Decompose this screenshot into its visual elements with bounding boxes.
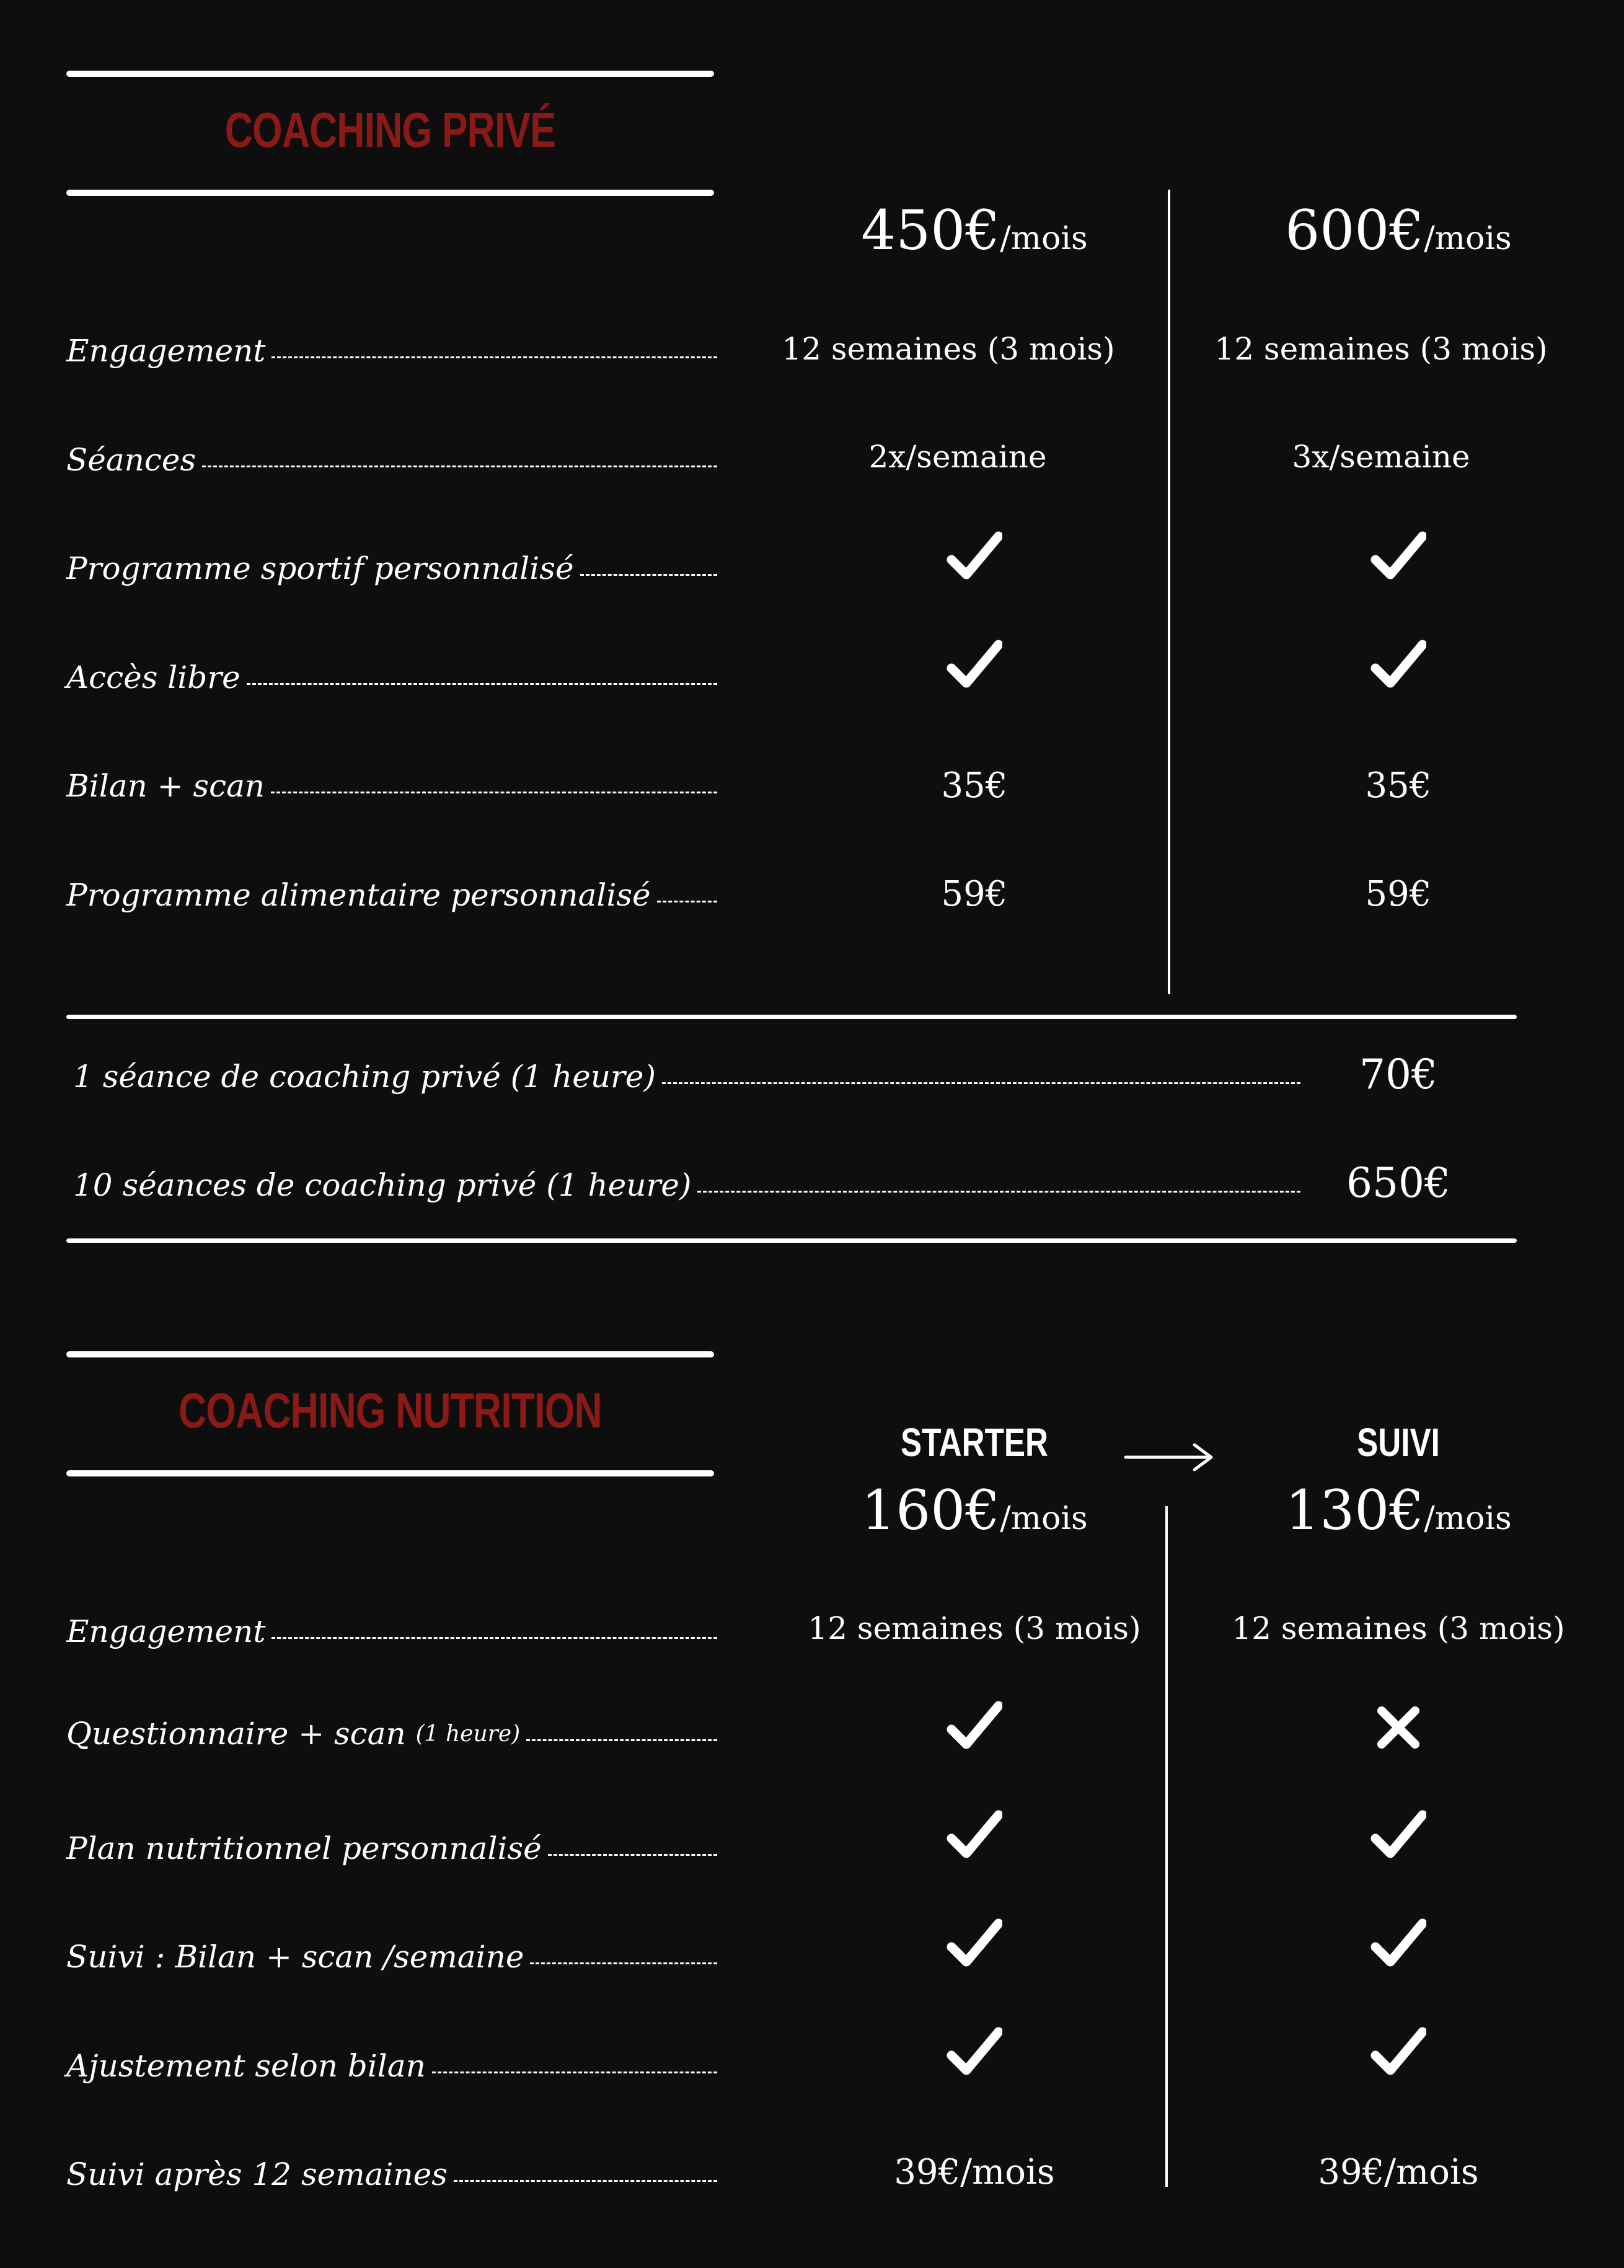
nutrition-row-label: Suivi après 12 semaines xyxy=(66,2150,717,2199)
session-row-label: 10 séances de coaching privé (1 heure) xyxy=(73,1160,1300,1210)
check-icon xyxy=(757,1917,1191,1973)
check-icon xyxy=(757,1809,1191,1864)
nutrition-row-1-col-1: 12 semaines (3 mois) xyxy=(808,1610,1141,1646)
starter-plan-name: STARTER xyxy=(901,1420,1048,1465)
session-2-price: 650€ xyxy=(1346,1159,1450,1207)
check-icon xyxy=(1181,530,1615,586)
prive-row-2-col-2: 3x/semaine xyxy=(1292,439,1470,475)
cross-icon xyxy=(1181,1706,1615,1749)
nutrition-row-label: Suivi : Bilan + scan /semaine xyxy=(66,1932,717,1982)
nutrition-section-title: COACHING NUTRITION xyxy=(179,1383,602,1438)
starter-plan-price: 160€/mois xyxy=(861,1478,1088,1542)
nutrition-title-bottom-rule xyxy=(66,1470,714,1476)
check-icon xyxy=(757,638,1191,694)
check-icon xyxy=(1181,1917,1615,1973)
prive-plan-1-price: 450€/mois xyxy=(861,198,1088,262)
prive-plan-2-price: 600€/mois xyxy=(1285,198,1512,262)
check-icon xyxy=(1181,2026,1615,2081)
nutrition-title-top-rule xyxy=(66,1351,714,1357)
prive-row-label: Programme alimentaire personnalisé xyxy=(66,870,717,920)
prive-row-label: Séances xyxy=(66,435,717,485)
arrow-right-icon xyxy=(1123,1442,1216,1475)
check-icon xyxy=(1181,638,1615,694)
nutrition-row-label: Plan nutritionnel personnalisé xyxy=(66,1824,717,1873)
suivi-plan-name: SUIVI xyxy=(1357,1420,1440,1465)
nutrition-row-6-col-2: 39€/mois xyxy=(1318,2152,1479,2192)
suivi-plan-price: 130€/mois xyxy=(1285,1478,1512,1542)
prive-row-label: Engagement xyxy=(66,326,717,376)
check-icon xyxy=(757,530,1191,586)
nutrition-row-label: Ajustement selon bilan xyxy=(66,2041,717,2091)
sessions-top-rule xyxy=(66,1015,1517,1019)
prive-row-label: Bilan + scan xyxy=(66,761,717,811)
prive-row-1-col-2: 12 semaines (3 mois) xyxy=(1214,331,1548,367)
nutrition-row-6-col-1: 39€/mois xyxy=(894,2152,1055,2192)
prive-title-bottom-rule xyxy=(66,190,714,196)
check-icon xyxy=(1181,1809,1615,1864)
prive-row-2-col-1: 2x/semaine xyxy=(868,439,1047,475)
prive-row-1-col-1: 12 semaines (3 mois) xyxy=(782,331,1115,367)
prive-row-label: Programme sportif personnalisé xyxy=(66,544,717,593)
prive-title-top-rule xyxy=(66,71,714,77)
session-row-label: 1 séance de coaching privé (1 heure) xyxy=(73,1052,1300,1101)
prive-section-title: COACHING PRIVÉ xyxy=(224,102,556,157)
prive-row-label: Accès libre xyxy=(66,653,717,702)
check-icon xyxy=(757,1700,1191,1755)
check-icon xyxy=(757,2026,1191,2081)
nutrition-row-1-col-2: 12 semaines (3 mois) xyxy=(1232,1610,1565,1646)
prive-row-5-col-1: 35€ xyxy=(941,766,1008,806)
nutrition-row-label: Questionnaire + scan (1 heure) xyxy=(66,1709,717,1758)
prive-row-6-col-2: 59€ xyxy=(1365,874,1432,914)
prive-row-6-col-1: 59€ xyxy=(941,874,1008,914)
session-1-price: 70€ xyxy=(1359,1051,1437,1098)
prive-row-5-col-2: 35€ xyxy=(1365,766,1432,806)
sessions-bottom-rule xyxy=(66,1238,1517,1243)
nutrition-row-label: Engagement xyxy=(66,1607,717,1656)
